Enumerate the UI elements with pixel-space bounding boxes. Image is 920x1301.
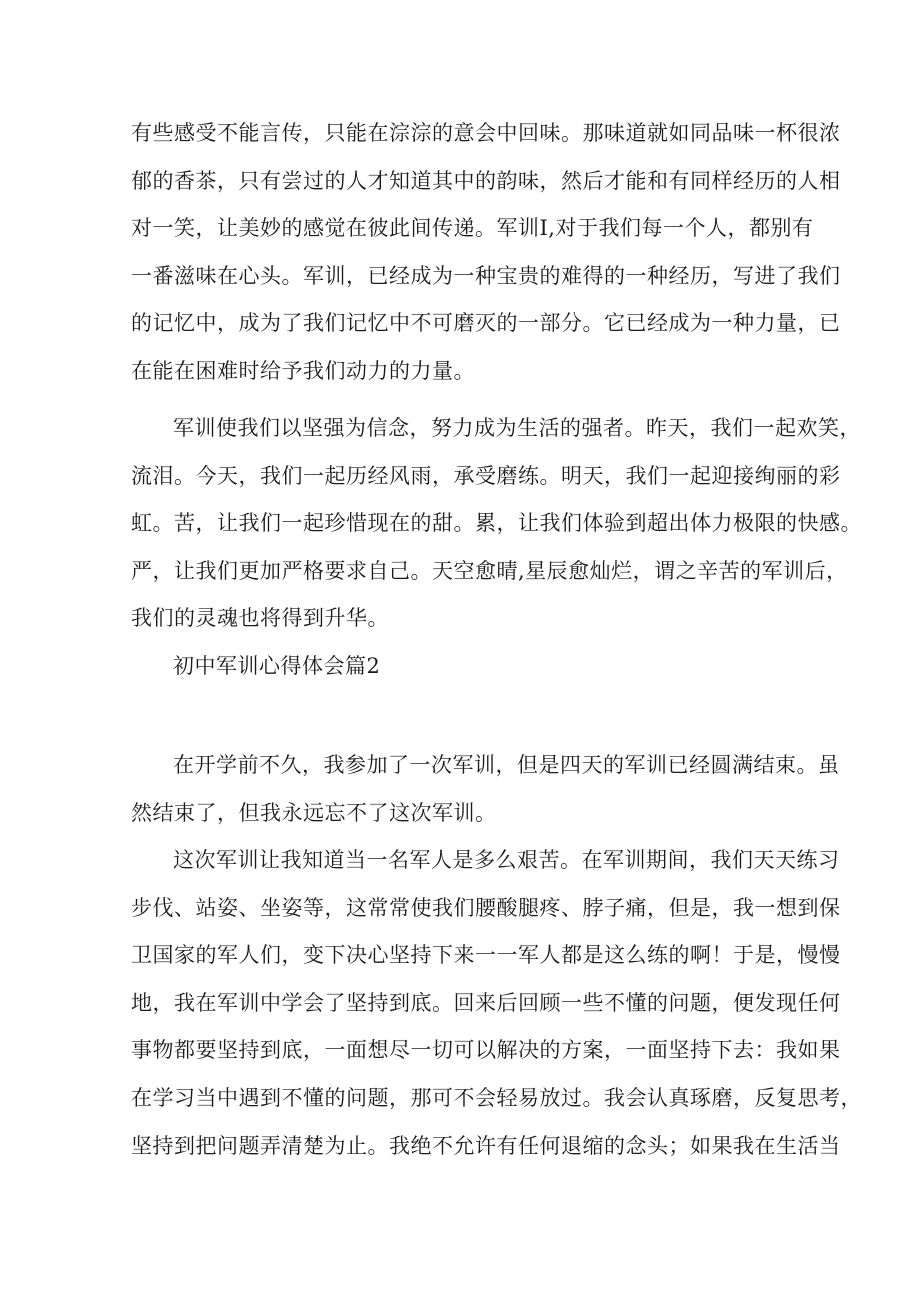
- paragraph-persistence: [131, 837, 862, 1170]
- text-line: 在能在困难时给予我们动力的力量。: [131, 358, 475, 383]
- text-line: 流泪。今天，我们一起历经风雨，承受磨练。明天，我们一起迎接绚丽的彩: [131, 463, 841, 488]
- text-line: 然结束了，但我永远忘不了这次军训。: [131, 800, 497, 825]
- text-line: 军训使我们以坚强为信念，努力成为生活的强者。昨天，我们一起欢笑，: [173, 416, 861, 440]
- section-heading: [131, 643, 801, 691]
- paragraph-strong-belief: [131, 405, 862, 643]
- text-line: 这次军训让我知道当一名军人是多么艰苦。在军训期间，我们天天练习: [173, 848, 840, 872]
- text-line: 步伐、站姿、坐姿等，这常常使我们腰酸腿疼、脖子痛，但是，我一想到保: [131, 895, 841, 920]
- text-line: 郁的香茶，只有尝过的人才知道其中的韵味，然后才能和有同样经历的人相: [131, 168, 841, 193]
- text-line: 在学习当中遇到不懂的问题，那可不会轻易放过。我会认真琢磨，反复思考，: [131, 1085, 862, 1110]
- text-line: 对一笑，让美妙的感觉在彼此间传递。军训Ⅰ,对于我们每一个人，都别有: [131, 216, 814, 241]
- text-line: 我们的灵魂也将得到升华。: [131, 606, 389, 631]
- text-line: 在开学前不久，我参加了一次军训，但是四天的军训已经圆满结束。虽: [173, 753, 840, 777]
- text-line: 一番滋味在心头。军训，已经成为一种宝贵的难得的一种经历，写进了我们: [131, 263, 841, 288]
- paragraph-taste-of-training: [131, 110, 841, 396]
- text-line: 有些感受不能言传，只能在淙淙的意会中回味。那味道就如同品味一杯很浓: [131, 121, 841, 145]
- text-line: 事物都要坚持到底，一面想尽一切可以解决的方案，一面坚持下去：我如果: [131, 1038, 841, 1063]
- text-line: 卫国家的军人们，变下决心坚持下来一一军人都是这么练的啊！于是，慢慢: [131, 943, 841, 968]
- text-line: 虹。苦，让我们一起珍惜现在的甜。累，让我们体验到超出体力极限的快感。: [131, 511, 862, 536]
- text-line: 严，让我们更加严格要求自己。天空愈晴,星辰愈灿烂，谓之辛苦的军训后，: [131, 558, 848, 583]
- text-line: 的记忆中，成为了我们记忆中不可磨灭的一部分。它已经成为一种力量，已: [131, 311, 841, 336]
- text-line: 地，我在军训中学会了坚持到底。回来后回顾一些不懂的问题，便发现任何: [131, 990, 841, 1015]
- section-title: 初中军训心得体会篇2: [173, 654, 381, 678]
- text-line: 坚持到把问题弄清楚为止。我绝不允许有任何退缩的念头；如果我在生活当: [131, 1133, 841, 1158]
- paragraph-training-ended: [131, 742, 840, 837]
